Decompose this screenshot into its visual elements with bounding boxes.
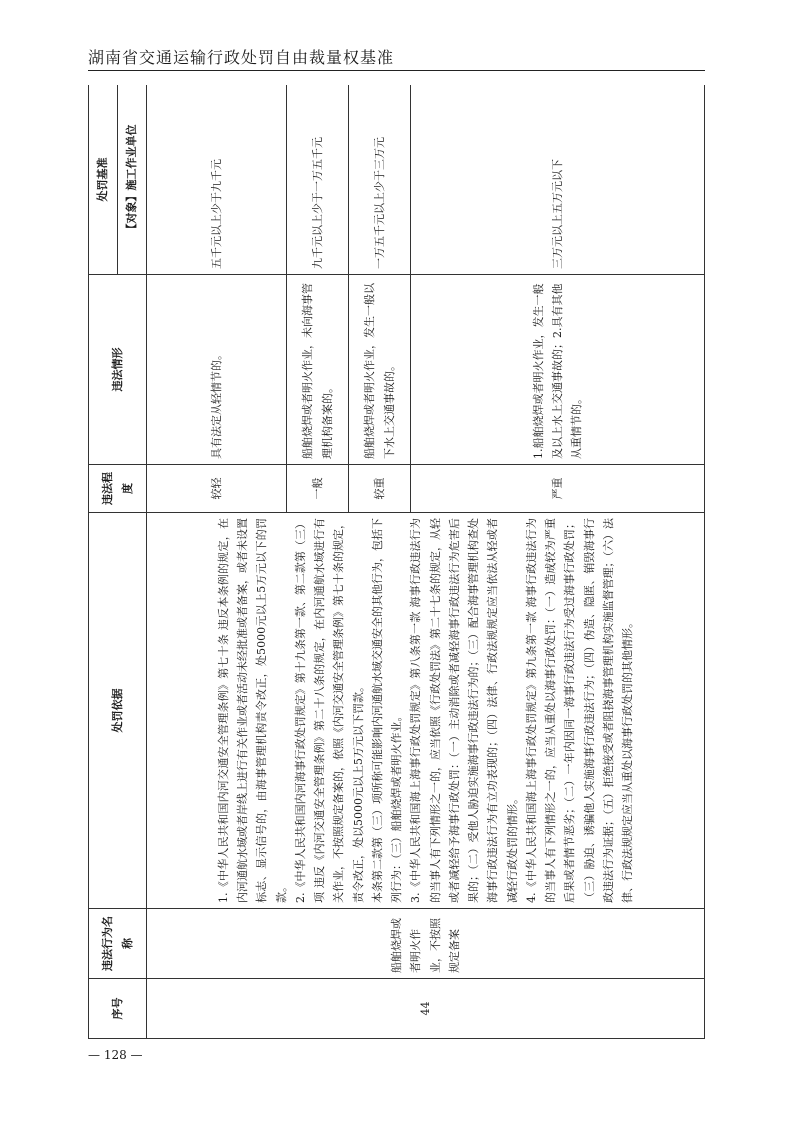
row-seq: 44 <box>147 979 705 1039</box>
level-standard: 三万元以上五万元以下 <box>411 85 705 275</box>
level-standard: 五千元以上少于九千元 <box>147 85 287 275</box>
header-rule <box>88 70 705 71</box>
header-seq: 序号 <box>89 979 147 1039</box>
header-standard: 处罚基准 <box>89 85 118 275</box>
level-circumstance: 1.船舶烧焊或者明火作业，发生一般及以上水上交通事故的；2.具有其他从重情节的。 <box>411 275 705 465</box>
level-standard: 九千元以上少于一万五千元 <box>287 85 349 275</box>
rotated-table-container <box>88 85 705 1039</box>
basis-paragraph: 3.《中华人民共和国海上海事行政处罚规定》第八条第一款 海事行政违法行为的当事人有下列情形之一的，应当依照《行政处罚法》第二十七条的规定，从轻或者减轻给予海事行政处罚：（一）主动消除或者减轻海事行政违法行为危害后果的；（二）受他人胁迫实施海事行政违法行为的；（三）配合海事管理机构查处海事行政违法行为有立功表现的；（四）法律、行政法规规定应当依法从轻或者减轻行政处罚的情形。 <box>409 518 519 903</box>
table-row <box>147 85 287 1039</box>
level-degree: 较轻 <box>147 465 287 513</box>
basis-paragraph: 1.《中华人民共和国内河交通安全管理条例》第七十条 违反本条例的规定，在内河通航水域或者岸线上进行有关作业或者活动未经批准或者备案，或者未设置标志、显示信号的，由海事管理机构责令改正，处5000元以上5万元以下的罚款。 <box>216 518 288 903</box>
level-degree: 严重 <box>411 465 705 513</box>
header-violation-name: 违法行为名称 <box>89 909 147 979</box>
row-basis <box>147 513 705 909</box>
page-number: — 128 — <box>88 1048 143 1062</box>
basis-paragraph: 本条第二款第（三）项所称可能影响内河通航水域交通安全的其他行为，包括下列行为：（三）船舶烧焊或者明火作业。 <box>370 518 403 903</box>
basis-paragraph: 4.《中华人民共和国海上海事行政处罚规定》第九条第一款 海事行政违法行为的当事人有下列情形之一的，应当从重处以海事行政处罚：（一）造成较为严重后果或者情节恶劣；（二）一年内因同一海事行政违法行为受过海事行政处罚；（三）胁迫、诱骗他人实施海事行政违法行为；（四）伪造、隐匿、销毁海事行政违法行为证据；（五）拒绝接受或者阻挠海事管理机构实施监督管理；（六）法律、行政法规规定应当从重处以海事行政处罚的其他情形。 <box>524 518 634 903</box>
header-degree: 违法程度 <box>89 465 147 513</box>
level-degree: 一般 <box>287 465 349 513</box>
level-standard: 一万五千元以上少于三万元 <box>349 85 411 275</box>
basis-paragraph: 2.《中华人民共和国内河海事行政处罚规定》第十九条第一款、第二款第（三）项 违反《内河交通安全管理条例》第二十八条的规定，在内河通航水域进行有关作业，不按照规定备案的，依照《内河交通安全管理条例》第七十条的规定，责令改正，处以5000元以上5万元以下罚款。 <box>293 518 365 903</box>
penalty-table <box>88 85 705 1039</box>
level-degree: 较重 <box>349 465 411 513</box>
header-basis: 处罚依据 <box>89 513 147 909</box>
row-violation-name: 船舶烧焊或者明火作业，不按照规定备案 <box>147 909 705 979</box>
header-circumstance: 违法情形 <box>89 275 147 465</box>
level-circumstance: 船舶烧焊或者明火作业，发生一般以下水上交通事故的。 <box>349 275 411 465</box>
header-target: 【对象】施工作业单位 <box>118 85 147 275</box>
level-circumstance: 具有法定从轻情节的。 <box>147 275 287 465</box>
level-circumstance: 船舶烧焊或者明火作业，未向海事管理机构备案的。 <box>287 275 349 465</box>
page-header-title: 湖南省交通运输行政处罚自由裁量权基准 <box>88 48 395 67</box>
